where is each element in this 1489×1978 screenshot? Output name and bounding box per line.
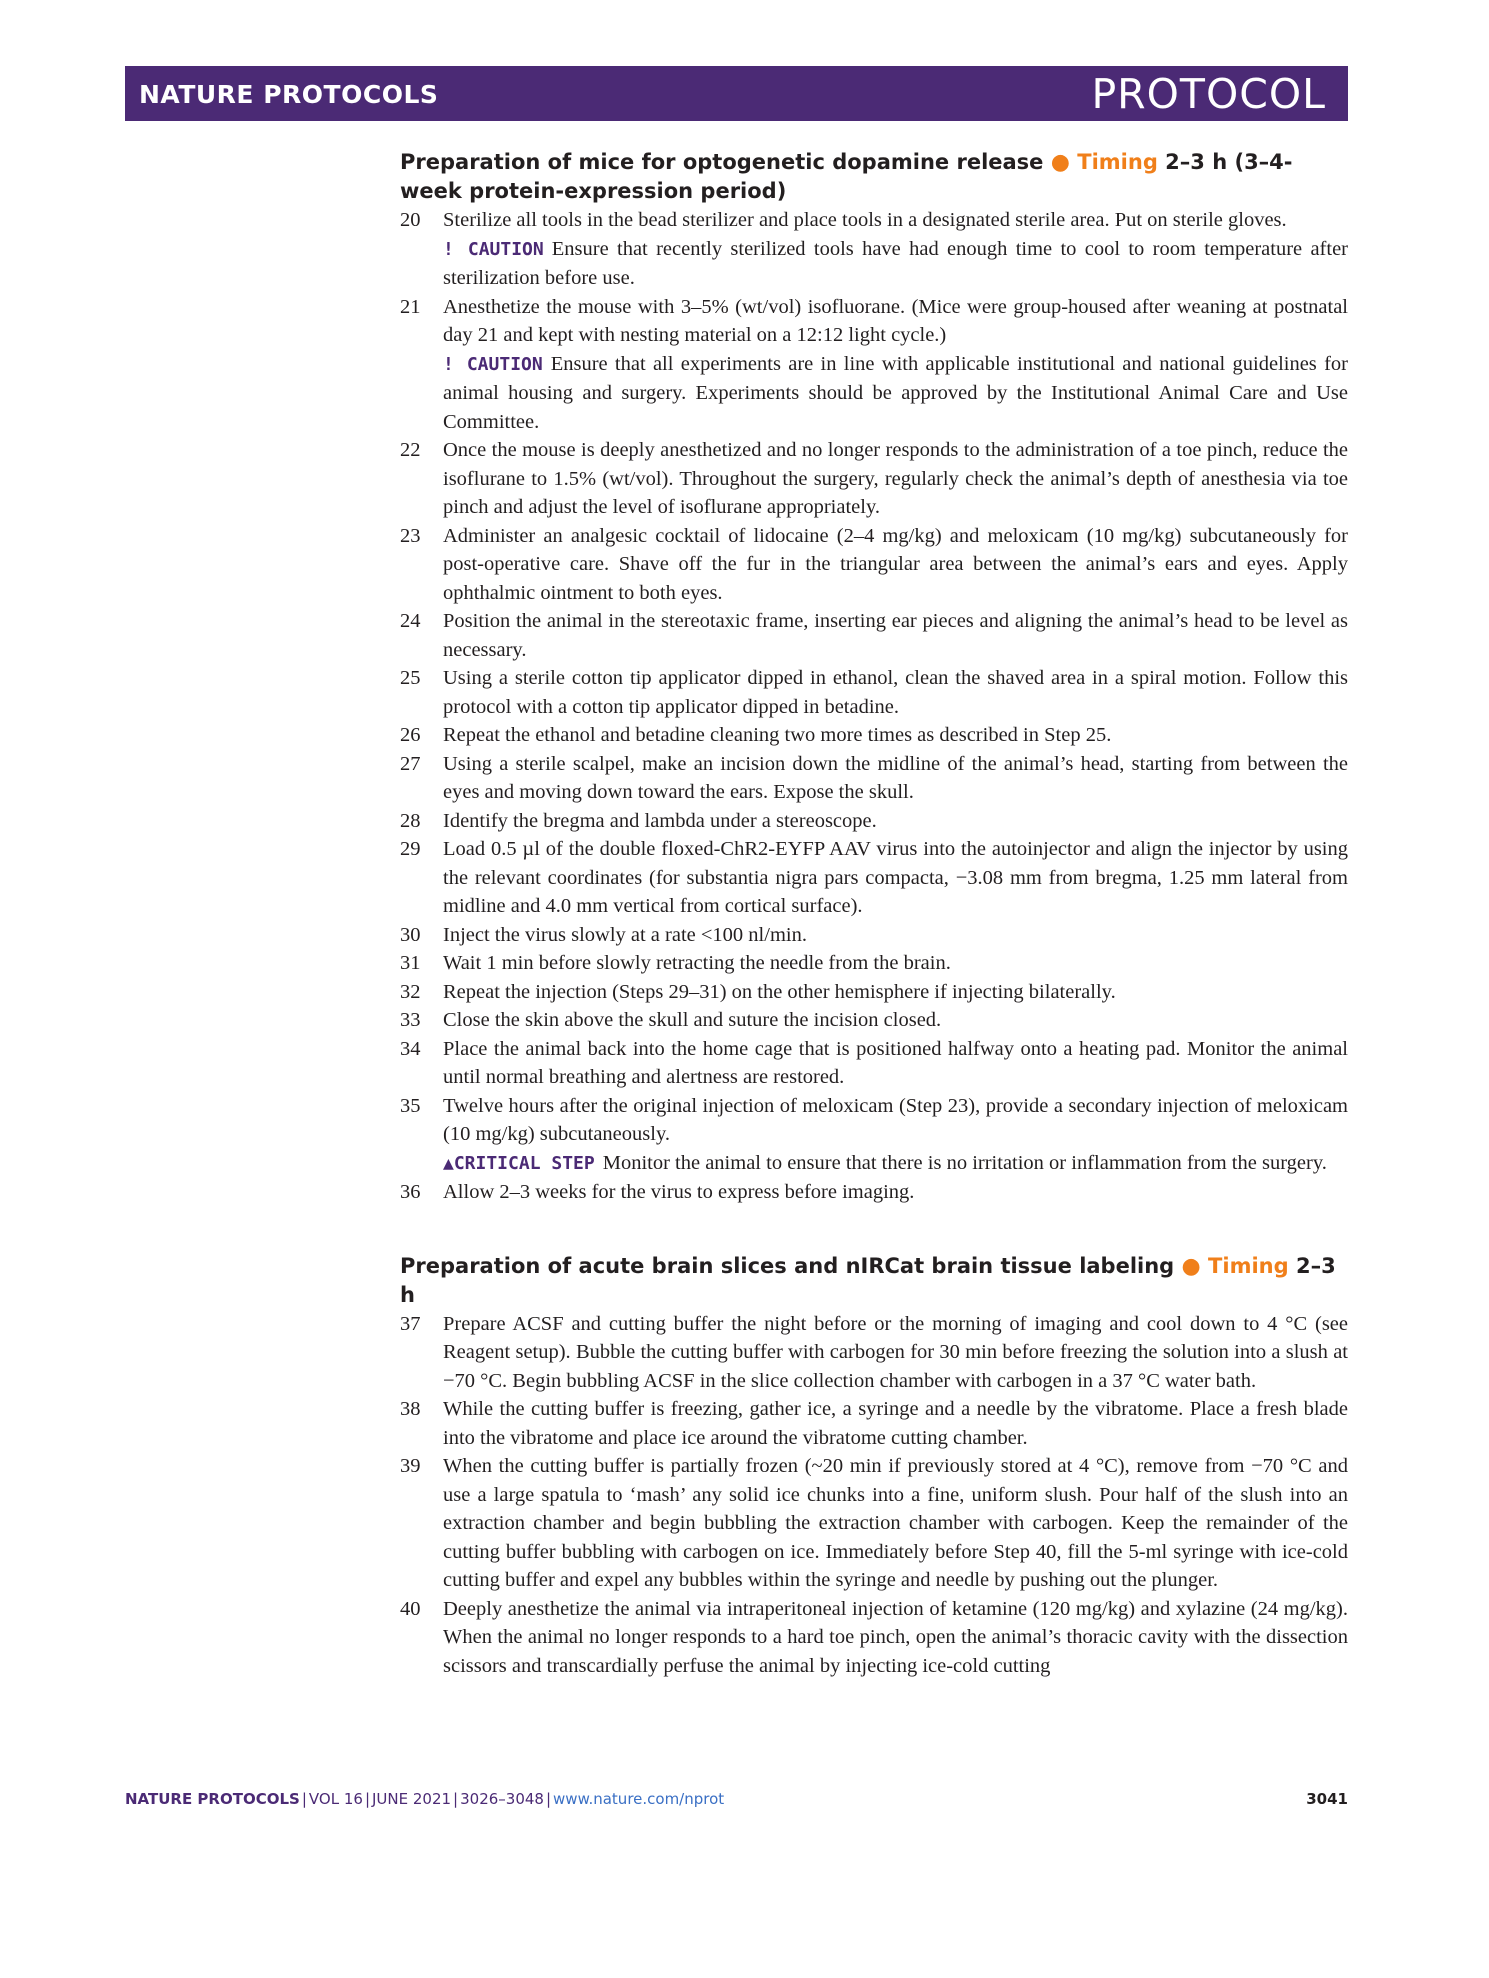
- note-label: ! CAUTION: [443, 353, 543, 375]
- procedure-step: [400, 1595, 1348, 1681]
- step-text: Position the animal in the stereotaxic frame, inserting ear pieces and aligning the animal’s head to be level as necessary.: [443, 610, 1348, 661]
- step-number: 26: [400, 724, 421, 746]
- journal-banner: [125, 66, 1348, 121]
- step-text: Load 0.5 µl of the double floxed-ChR2-EYFP AAV virus into the autoinjector and align the injector by using the relevant coordinates (for substantia nigra pars compacta, −3.08 mm from bregma, 1.25 mm lateral from midline and 4.0 mm vertical from cortical surface).: [443, 838, 1348, 917]
- step-number: 20: [400, 209, 421, 231]
- note-text: Ensure that all experiments are in line with applicable institutional and national guidelines for animal housing and surgery. Experiments should be approved by the Institutional Animal Care and Use Committee.: [443, 352, 1348, 433]
- step-text: Using a sterile cotton tip applicator dipped in ethanol, clean the shaved area in a spiral motion. Follow this protocol with a cotton tip applicator dipped in betadine.: [443, 667, 1348, 718]
- note-label: ▲CRITICAL STEP: [443, 1152, 595, 1174]
- footer-pages: 3026–3048: [460, 1790, 544, 1808]
- timing-value: 2–3 h: [400, 1253, 1336, 1307]
- caution-note: [443, 235, 1348, 293]
- step-text: Inject the virus slowly at a rate <100 nl/min.: [443, 923, 807, 946]
- step-text: Prepare ACSF and cutting buffer the night before or the morning of imaging and cool down to 4 °C (see Reagent setup). Bubble the cutting buffer with carbogen for 30 min before freezing the solution into a slush at −70 °C. Begin bubbling ACSF in the slice collection chamber with carbogen in a 37 °C water bath.: [443, 1312, 1348, 1392]
- step-text: Wait 1 min before slowly retracting the needle from the brain.: [443, 952, 951, 974]
- procedure-step: [400, 607, 1348, 664]
- article-type: PROTOCOL: [1091, 70, 1326, 118]
- timing-value: 2–3 h (3–4-week protein-expression period): [400, 150, 1293, 203]
- step-text: Place the animal back into the home cage that is positioned halfway onto a heating pad. Monitor the animal until normal breathing and alertness are restored.: [443, 1037, 1348, 1088]
- procedure-step: [400, 522, 1348, 608]
- step-number: 32: [400, 980, 421, 1003]
- step-number: 31: [400, 952, 421, 974]
- step-number: 38: [400, 1398, 421, 1420]
- procedure-step: [400, 206, 1348, 293]
- step-text: Allow 2–3 weeks for the virus to express before imaging.: [443, 1181, 915, 1203]
- step-text: Using a sterile scalpel, make an incision down the midline of the animal’s head, starting from between the eyes and moving down toward the ears. Expose the skull.: [443, 752, 1348, 803]
- section-title: Preparation of mice for optogenetic dopamine release: [400, 150, 1044, 174]
- step-number: 39: [400, 1455, 421, 1477]
- step-list: [400, 1310, 1348, 1681]
- note-text: Monitor the animal to ensure that there is no irritation or inflammation from the surgery.: [602, 1151, 1327, 1174]
- step-text: Twelve hours after the original injection of meloxicam (Step 23), provide a secondary injection of meloxicam (10 mg/kg) subcutaneously.: [443, 1094, 1348, 1145]
- page-number: 3041: [1306, 1790, 1348, 1808]
- step-number: 25: [400, 667, 421, 689]
- note-text: Ensure that recently sterilized tools have had enough time to cool to room temperature after sterilization before use.: [443, 237, 1348, 289]
- step-number: 23: [400, 524, 421, 547]
- step-text: Sterilize all tools in the bead sterilizer and place tools in a designated sterile area. Put on sterile gloves.: [443, 209, 1287, 231]
- critical-step-note: [443, 1149, 1348, 1179]
- step-text: Repeat the injection (Steps 29–31) on the other hemisphere if injecting bilaterally.: [443, 980, 1116, 1003]
- procedure-step: [400, 921, 1348, 950]
- footer-url-link[interactable]: www.nature.com/nprot: [553, 1790, 725, 1808]
- caution-note: [443, 350, 1348, 437]
- footer-date: JUNE 2021: [372, 1790, 452, 1808]
- procedure-step: [400, 1035, 1348, 1092]
- step-number: 27: [400, 752, 421, 775]
- step-number: 28: [400, 809, 421, 832]
- step-text: Repeat the ethanol and betadine cleaning two more times as described in Step 25.: [443, 724, 1112, 746]
- step-number: 29: [400, 838, 421, 860]
- procedure-step: [400, 1092, 1348, 1179]
- section-heading: [400, 148, 1348, 206]
- step-list: [400, 206, 1348, 1207]
- procedure-step: [400, 721, 1348, 750]
- procedure-step: [400, 436, 1348, 522]
- step-text: Anesthetize the mouse with 3–5% (wt/vol) isofluorane. (Mice were group-housed after weaning at postnatal day 21 and kept with nesting material on a 12:12 light cycle.): [443, 295, 1348, 346]
- step-number: 37: [400, 1312, 421, 1335]
- step-text: Administer an analgesic cocktail of lidocaine (2–4 mg/kg) and meloxicam (10 mg/kg) subcutaneously for post-operative care. Shave off the fur in the triangular area between the animal’s ears and eyes. Apply ophthalmic ointment to both eyes.: [443, 524, 1348, 604]
- step-number: 30: [400, 923, 421, 946]
- section-heading: [400, 1252, 1348, 1310]
- procedure-step: [400, 1178, 1348, 1207]
- timing-label: Timing: [1208, 1253, 1289, 1278]
- procedure-step: [400, 750, 1348, 807]
- timing-dot-icon: ●: [1050, 150, 1070, 175]
- step-number: 33: [400, 1009, 421, 1031]
- section-title: Preparation of acute brain slices and nIRCat brain tissue labeling: [400, 1253, 1175, 1278]
- procedure-step: [400, 1006, 1348, 1035]
- procedure-step: [400, 978, 1348, 1007]
- step-text: Once the mouse is deeply anesthetized and no longer responds to the administration of a toe pinch, reduce the isoflurane to 1.5% (wt/vol). Throughout the surgery, regularly check the animal’s depth of anesthesia via toe pinch and adjust the level of isoflurane appropriately.: [443, 439, 1348, 518]
- step-number: 40: [400, 1597, 421, 1620]
- step-text: When the cutting buffer is partially frozen (~20 min if previously stored at 4 °C), remove from −70 °C and use a large spatula to ‘mash’ any solid ice chunks into a fine, uniform slush. Pour half of the slush into an extraction chamber and begin bubbling the extraction chamber with carbogen. Keep the remainder of the cutting buffer bubbling with carbogen on ice. Immediately before Step 40, fill the 5-ml syringe with ice-cold cutting buffer and expel any bubbles within the syringe and needle by pushing out the plunger.: [443, 1455, 1348, 1591]
- step-number: 36: [400, 1181, 421, 1203]
- footer-volume: VOL 16: [308, 1790, 363, 1808]
- procedure-step: [400, 664, 1348, 721]
- procedure-step: [400, 293, 1348, 437]
- page-footer: [125, 1790, 1348, 1814]
- footer-citation: NATURE PROTOCOLS | VOL 16 | JUNE 2021 | 3026–3048 | www.nature.com/nprot: [125, 1790, 725, 1808]
- procedure-step: [400, 835, 1348, 921]
- note-label: ! CAUTION: [443, 238, 544, 260]
- step-text: Identify the bregma and lambda under a stereoscope.: [443, 809, 877, 832]
- step-text: While the cutting buffer is freezing, gather ice, a syringe and a needle by the vibratome. Place a fresh blade into the vibratome and place ice around the vibratome cutting chamber.: [443, 1398, 1348, 1449]
- main-content: [400, 148, 1348, 1680]
- journal-name: NATURE PROTOCOLS: [139, 80, 439, 109]
- step-number: 21: [400, 295, 421, 318]
- procedure-step: [400, 1452, 1348, 1595]
- step-text: Close the skin above the skull and suture the incision closed.: [443, 1009, 942, 1031]
- step-text: Deeply anesthetize the animal via intraperitoneal injection of ketamine (120 mg/kg) and xylazine (24 mg/kg). When the animal no longer responds to a hard toe pinch, open the animal’s thoracic cavity with the dissection scissors and transcardially perfuse the animal by injecting ice-cold cutting: [443, 1597, 1348, 1677]
- procedure-step: [400, 1395, 1348, 1452]
- step-number: 34: [400, 1037, 421, 1060]
- timing-dot-icon: ●: [1181, 1253, 1201, 1279]
- step-number: 35: [400, 1094, 421, 1117]
- step-number: 24: [400, 610, 421, 632]
- timing-label: Timing: [1077, 150, 1158, 174]
- step-number: 22: [400, 439, 421, 461]
- procedure-step: [400, 807, 1348, 836]
- procedure-step: [400, 949, 1348, 978]
- procedure-step: [400, 1310, 1348, 1396]
- footer-journal: NATURE PROTOCOLS: [125, 1790, 300, 1808]
